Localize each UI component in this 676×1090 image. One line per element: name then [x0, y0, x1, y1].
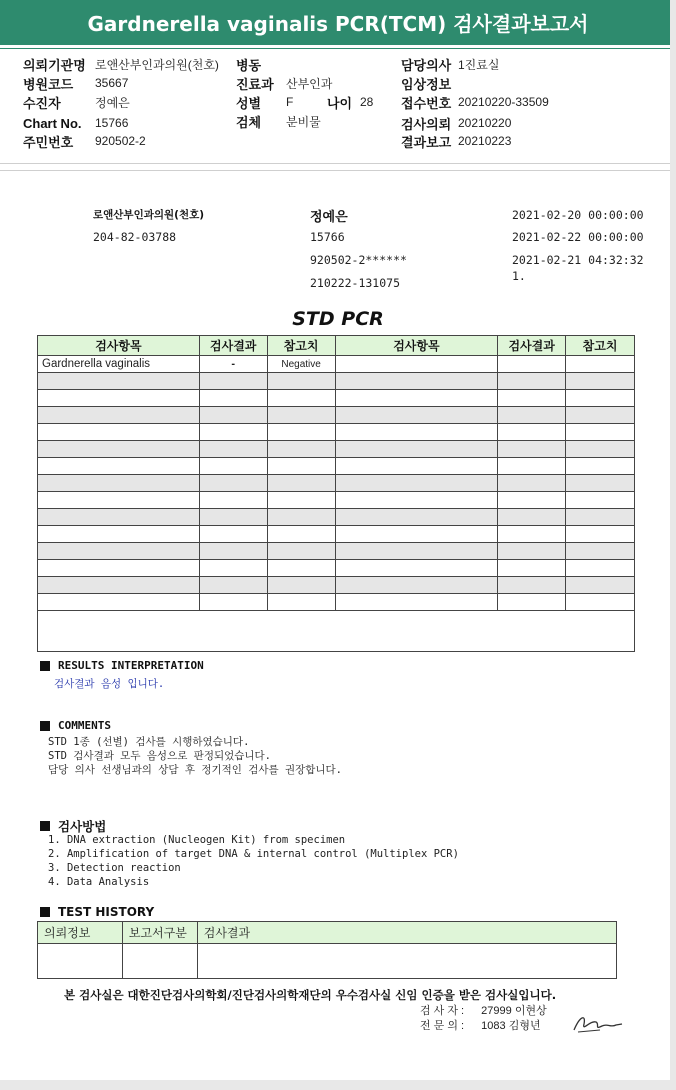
table-row: [38, 475, 635, 492]
column-header: 검사결과: [498, 336, 566, 356]
institution-value: 로앤산부인과의원(천호): [95, 57, 219, 72]
comment-line: STD 검사결과 모두 음성으로 판정되었습니다.: [48, 750, 272, 762]
chart-label: Chart No.: [23, 115, 82, 131]
history-table: [37, 921, 617, 979]
specialist-line: [420, 1017, 541, 1033]
section-title: STD PCR: [292, 308, 384, 330]
request-label: 검사의뢰: [401, 116, 452, 132]
patient-info: [0, 50, 670, 164]
test-date: 2021-02-21 04:32:32: [512, 253, 644, 267]
table-row: [38, 356, 635, 373]
table-cell: [38, 424, 200, 441]
table-row: [38, 390, 635, 407]
table-cell: [498, 475, 566, 492]
tester-label: 검 사 자 :: [420, 1005, 465, 1017]
table-cell: [38, 475, 200, 492]
table-cell: [498, 424, 566, 441]
table-row: [38, 543, 635, 560]
table-cell: [335, 458, 498, 475]
results-text: 검사결과 음성 입니다.: [54, 678, 165, 690]
method-line: 3. Detection reaction: [48, 862, 181, 874]
table-cell: [498, 492, 566, 509]
table-cell: [199, 390, 267, 407]
results-table: [37, 335, 635, 652]
table-cell: [38, 441, 200, 458]
table-cell: [267, 492, 335, 509]
test-result: -: [199, 356, 267, 373]
patient-name: 정예은: [310, 210, 348, 225]
age-value: 28: [360, 95, 374, 109]
bottom-scroll-area: [0, 1080, 676, 1090]
table-cell: [335, 526, 498, 543]
table-cell: [38, 944, 123, 979]
history-heading: [40, 905, 154, 919]
reference-value: [566, 356, 635, 373]
table-row: [38, 509, 635, 526]
scrollbar-track[interactable]: [670, 0, 676, 1090]
doctor-label: 담당의사: [401, 57, 452, 73]
table-cell: [267, 543, 335, 560]
table-cell: [199, 424, 267, 441]
clinic-reg: 204-82-03788: [93, 230, 177, 244]
table-cell: [498, 577, 566, 594]
table-cell: [498, 373, 566, 390]
dept-value: 산부인과: [286, 76, 333, 91]
table-cell: [335, 509, 498, 526]
clinic-name: 로앤산부인과의원(천호): [93, 209, 205, 221]
column-header: 검사항목: [38, 336, 200, 356]
divider: [0, 170, 670, 171]
table-cell: [498, 441, 566, 458]
results-heading-text: RESULTS INTERPRETATION: [58, 659, 204, 672]
table-cell: [267, 509, 335, 526]
table-cell: [267, 390, 335, 407]
table-row: [38, 492, 635, 509]
patient-label: 수진자: [23, 95, 61, 111]
table-cell: [498, 458, 566, 475]
table-cell: [38, 560, 200, 577]
table-cell: [498, 560, 566, 577]
sample-no: 210222-131075: [310, 276, 401, 290]
receipt-value: 20210220-33509: [458, 95, 549, 109]
table-cell: [335, 560, 498, 577]
column-header: 참고치: [566, 336, 635, 356]
comments-body: [48, 735, 342, 777]
table-cell: [566, 441, 635, 458]
table-cell: [38, 577, 200, 594]
table-cell: [38, 509, 200, 526]
received-date: 2021-02-20 00:00:00: [512, 208, 644, 222]
bullet-square-icon: [40, 721, 50, 731]
history-heading-text: TEST HISTORY: [58, 905, 155, 919]
comments-heading-text: COMMENTS: [58, 719, 111, 732]
receipt-label: 접수번호: [401, 95, 452, 111]
table-cell: [267, 458, 335, 475]
table-cell: [199, 492, 267, 509]
column-header: 참고치: [267, 336, 335, 356]
table-cell: [498, 390, 566, 407]
bullet-square-icon: [40, 907, 50, 917]
tester-value: 27999 이현상: [481, 1005, 547, 1017]
report-date-value: 20210223: [458, 134, 512, 148]
table-cell: [38, 390, 200, 407]
id-label: 주민번호: [23, 134, 74, 150]
table-cell: [335, 577, 498, 594]
table-cell: [199, 594, 267, 611]
table-cell: [498, 543, 566, 560]
test-result: [498, 356, 566, 373]
clinical-label: 임상정보: [401, 76, 452, 92]
specimen-label: 검체: [236, 114, 262, 130]
history-header-row: [38, 922, 617, 944]
table-notes-row: [38, 611, 635, 652]
table-cell: [267, 441, 335, 458]
table-cell: [566, 390, 635, 407]
table-row: [38, 526, 635, 543]
table-cell: [38, 594, 200, 611]
table-cell: [566, 373, 635, 390]
sex-label: 성별: [236, 95, 262, 111]
table-row: [38, 424, 635, 441]
table-cell: [498, 407, 566, 424]
test-item: Gardnerella vaginalis: [38, 356, 200, 373]
tester-line: [420, 1002, 547, 1018]
table-cell: [267, 526, 335, 543]
column-header: 보고서구분: [122, 922, 197, 944]
table-cell: [566, 475, 635, 492]
hospital-code-value: 35667: [95, 76, 129, 90]
report-date-label: 결과보고: [401, 134, 452, 150]
table-cell: [267, 373, 335, 390]
specimen-value: 분비물: [286, 114, 321, 129]
history-row: [38, 944, 617, 979]
bullet-square-icon: [40, 661, 50, 671]
specialist-label: 전 문 의 :: [420, 1020, 465, 1032]
table-cell: [498, 594, 566, 611]
table-cell: [335, 373, 498, 390]
table-cell: [335, 390, 498, 407]
id-value: 920502-2: [95, 134, 146, 148]
table-cell: [566, 543, 635, 560]
table-cell: [566, 526, 635, 543]
patient-value: 정예은: [95, 95, 130, 110]
table-cell: [335, 543, 498, 560]
results-heading: [40, 659, 204, 672]
table-cell: [335, 424, 498, 441]
table-cell: [566, 560, 635, 577]
table-cell: [267, 577, 335, 594]
table-cell: [199, 407, 267, 424]
table-cell: [199, 441, 267, 458]
table-cell: [197, 944, 616, 979]
column-header: 검사항목: [335, 336, 498, 356]
table-cell: [267, 424, 335, 441]
table-cell: [267, 594, 335, 611]
table-row: [38, 560, 635, 577]
table-cell: [199, 475, 267, 492]
table-row: [38, 373, 635, 390]
table-cell: [566, 458, 635, 475]
specialist-value: 1083 김형년: [481, 1020, 541, 1032]
column-header: 검사결과: [197, 922, 616, 944]
table-notes-cell: [38, 611, 635, 652]
table-row: [38, 577, 635, 594]
comments-heading: [40, 719, 111, 732]
table-cell: [335, 407, 498, 424]
table-row: [38, 407, 635, 424]
table-cell: [566, 509, 635, 526]
table-cell: [199, 577, 267, 594]
table-cell: [38, 373, 200, 390]
column-header: 의뢰정보: [38, 922, 123, 944]
institution-label: 의뢰기관명: [23, 57, 86, 73]
table-cell: [122, 944, 197, 979]
doctor-value: 1진료실: [458, 57, 500, 72]
ward-label: 병동: [236, 57, 262, 73]
signature-image: [570, 1010, 626, 1036]
method-body: [48, 833, 459, 889]
test-date-suffix: 1.: [512, 269, 526, 283]
age-label: 나이: [327, 95, 353, 111]
table-cell: [199, 458, 267, 475]
table-cell: [199, 560, 267, 577]
table-cell: [38, 407, 200, 424]
table-cell: [38, 492, 200, 509]
method-line: 2. Amplification of target DNA & internal control (Multiplex PCR): [48, 848, 459, 860]
chart-no: 15766: [310, 230, 345, 244]
chart-value: 15766: [95, 116, 129, 130]
column-header: 검사결과: [199, 336, 267, 356]
reference-value: Negative: [267, 356, 335, 373]
table-cell: [566, 424, 635, 441]
request-value: 20210220: [458, 116, 512, 130]
table-row: [38, 441, 635, 458]
table-cell: [335, 594, 498, 611]
table-cell: [335, 492, 498, 509]
bullet-square-icon: [40, 821, 50, 831]
sex-value: F: [286, 95, 294, 109]
table-cell: [335, 441, 498, 458]
comment-line: 담당 의사 선생님과의 상담 후 정기적인 검사를 권장합니다.: [48, 764, 343, 776]
table-cell: [199, 509, 267, 526]
dept-label: 진료과: [236, 76, 274, 92]
divider: [0, 163, 670, 164]
table-cell: [199, 526, 267, 543]
method-line: 1. DNA extraction (Nucleogen Kit) from specimen: [48, 834, 346, 846]
report-title: Gardnerella vaginalis PCR(TCM) 검사결과보고서: [0, 0, 676, 48]
table-cell: [566, 577, 635, 594]
reported-date: 2021-02-22 00:00:00: [512, 230, 644, 244]
method-heading-text: 검사방법: [58, 819, 107, 834]
table-cell: [498, 509, 566, 526]
table-row: [38, 458, 635, 475]
table-header-row: [38, 336, 635, 356]
table-cell: [199, 373, 267, 390]
patient-id: 920502-2******: [310, 253, 407, 267]
comment-line: STD 1종 (선별) 검사를 시행하였습니다.: [48, 736, 250, 748]
table-cell: [267, 475, 335, 492]
table-cell: [199, 543, 267, 560]
hospital-code-label: 병원코드: [23, 76, 74, 92]
table-cell: [566, 492, 635, 509]
table-cell: [566, 407, 635, 424]
test-item: [335, 356, 498, 373]
table-cell: [566, 594, 635, 611]
method-line: 4. Data Analysis: [48, 876, 150, 888]
table-cell: [498, 526, 566, 543]
table-cell: [267, 407, 335, 424]
table-row: [38, 594, 635, 611]
certification-statement: 본 검사실은 대한진단검사의학회/진단검사의학재단의 우수검사실 신임 인증을 받은 검사실입니다.: [64, 988, 557, 1002]
table-cell: [335, 475, 498, 492]
table-cell: [38, 458, 200, 475]
table-cell: [267, 560, 335, 577]
table-cell: [38, 526, 200, 543]
table-cell: [38, 543, 200, 560]
